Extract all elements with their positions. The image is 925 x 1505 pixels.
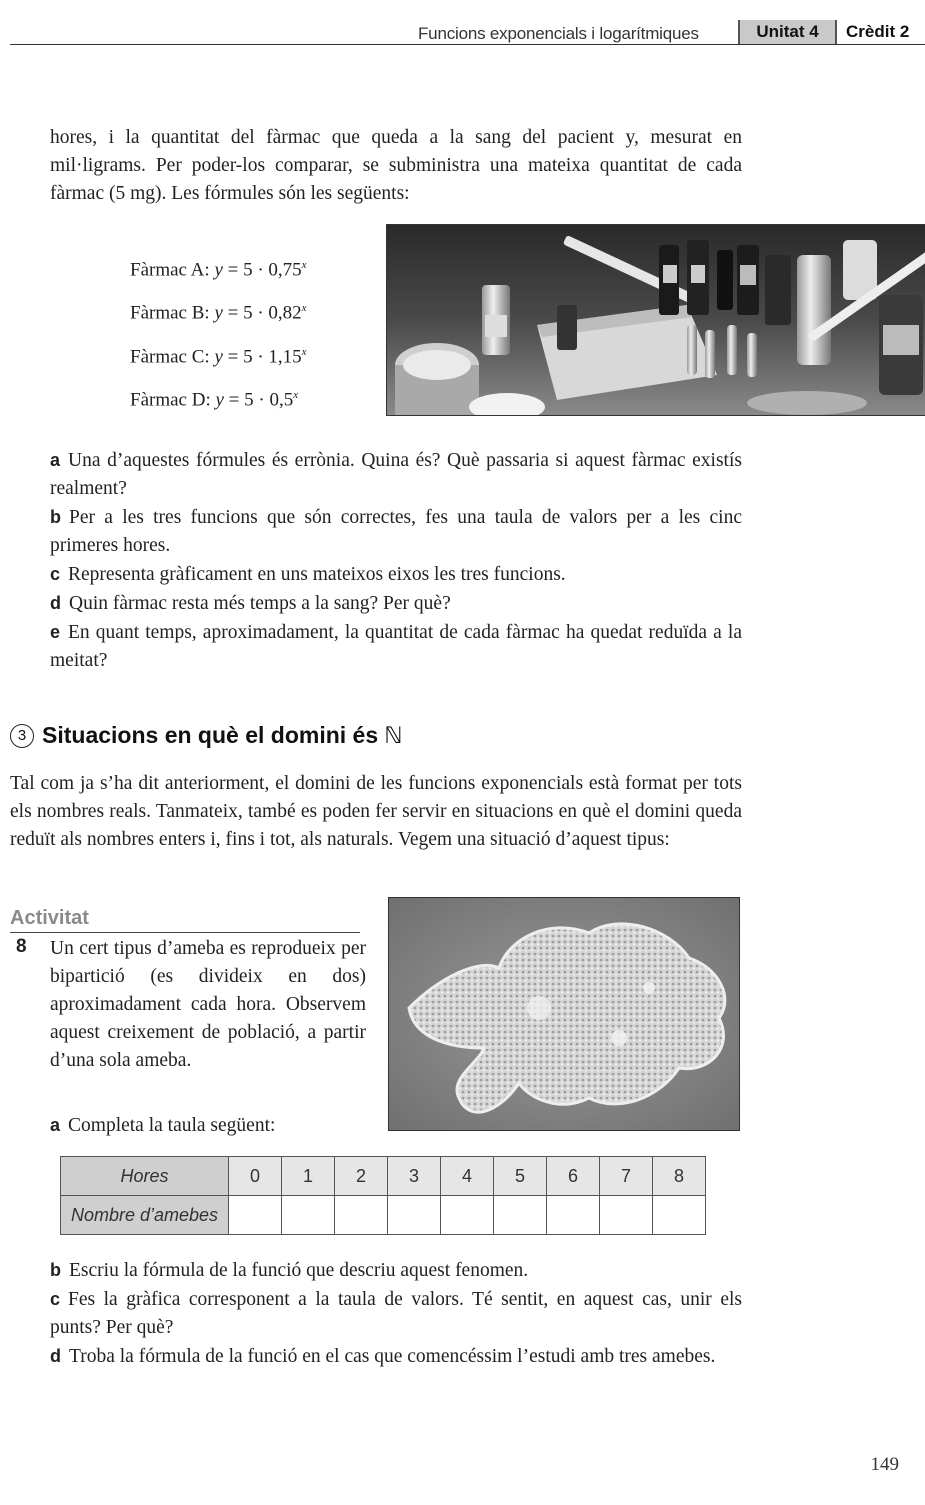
hour-cell: 0 (229, 1157, 282, 1196)
amoeba-table (60, 1156, 706, 1235)
formula-a: Fàrmac A: $y = 5 \cdot 0,75^x$ (130, 259, 307, 281)
activity-question-a: a Completa la taula següent: (50, 1115, 276, 1136)
activity-heading: Activitat (10, 907, 89, 929)
activity-question-b: b Escriu la fórmula de la funció que descriu aquest fenomen. (50, 1260, 529, 1281)
hour-cell: 2 (335, 1157, 388, 1196)
amoeba-count-cell (600, 1196, 653, 1235)
unit-badge: Unitat 4 (738, 20, 837, 44)
formula-d: Fàrmac D: $y = 5 \cdot 0,5^x$ (130, 388, 299, 411)
question-d: d Quin fàrmac resta més temps a la sang? Per què? (50, 593, 451, 614)
question-e: e En quant temps, aproximadament, la quantitat de cada fàrmac ha quedat reduïda a la meitat? (50, 622, 742, 671)
section-title: Situacions en què el domini és (42, 722, 379, 748)
amoeba-count-cell (494, 1196, 547, 1235)
hour-cell: 4 (441, 1157, 494, 1196)
amoeba-photo (388, 897, 740, 1131)
formula-list (130, 246, 380, 419)
question-b: b Per a les tres funcions que són correctes, fes una taula de valors per a les cinc primeres hores. (50, 507, 742, 556)
formula-b: Fàrmac B: $y = 5 \cdot 0,82^x$ (130, 302, 307, 324)
amoeba-count-cell (547, 1196, 600, 1235)
hour-cell: 6 (547, 1157, 600, 1196)
activity-question-c: c Fes la gràfica corresponent a la taula de valors. Té sentit, en aquest cas, unir els punts? Per què? (50, 1289, 742, 1338)
amoeba-count-cell (388, 1196, 441, 1235)
amoeba-count-cell (229, 1196, 282, 1235)
hour-cell: 3 (388, 1157, 441, 1196)
amoeba-count-cell (335, 1196, 388, 1235)
row-head-amoebas: Nombre d’amebes (61, 1196, 229, 1235)
row-head-hours: Hores (61, 1157, 229, 1196)
medicine-photo (386, 224, 925, 416)
table-row-amoebas (61, 1196, 706, 1235)
section-heading (10, 722, 403, 749)
activity-question-d: d Troba la fórmula de la funció en el cas que comencéssim l’estudi amb tres amebes. (50, 1346, 716, 1367)
table-row-hours (61, 1157, 706, 1196)
intro-paragraph: hores, i la quantitat del fàrmac que queda a la sang del pacient y, mesurat en mil·ligrams. Per poder-los comparar, se subministra una mateixa quantitat de cada fàrmac (5 mg). Les fórmules són les següents: (50, 127, 742, 204)
hour-cell: 1 (282, 1157, 335, 1196)
hour-cell: 7 (600, 1157, 653, 1196)
page-number: 149 (870, 1454, 899, 1475)
naturals-symbol: ℕ (384, 722, 403, 749)
running-title: Funcions exponencials i logarítmiques (418, 24, 699, 43)
amoeba-count-cell (282, 1196, 335, 1235)
question-list-1 (50, 446, 742, 675)
formula-c: Fàrmac C: $y = 5 \cdot 1,15^x$ (130, 345, 307, 367)
question-a: a Una d’aquestes fórmules és errònia. Quina és? Què passaria si aquest fàrmac existís realment? (50, 450, 742, 499)
activity-number: 8 (16, 936, 27, 957)
activity-text: Un cert tipus d’ameba es reprodueix per bipartició (es divideix en dos) aproximadament cada hora. Observem aquest creixement de població, a partir d’una sola ameba. (50, 938, 366, 1071)
hour-cell: 5 (494, 1157, 547, 1196)
amoeba-count-cell (441, 1196, 494, 1235)
hour-cell: 8 (653, 1157, 706, 1196)
activity-rule (10, 932, 360, 933)
amoeba-count-cell (653, 1196, 706, 1235)
credit-label: Crèdit 2 (846, 22, 910, 41)
question-list-2 (50, 1256, 742, 1371)
section-body: Tal com ja s’ha dit anteriorment, el domini de les funcions exponencials està format per tots els nombres reals. Tanmateix, també es poden fer servir en situacions en què el domini queda reduït als nombres enters i, fins i tot, als naturals. Vegem una situació d’aquest tipus: (10, 773, 742, 850)
question-c: c Representa gràficament en uns mateixos eixos les tres funcions. (50, 564, 566, 585)
header-rule (10, 44, 925, 45)
section-number: 3 (10, 724, 34, 748)
